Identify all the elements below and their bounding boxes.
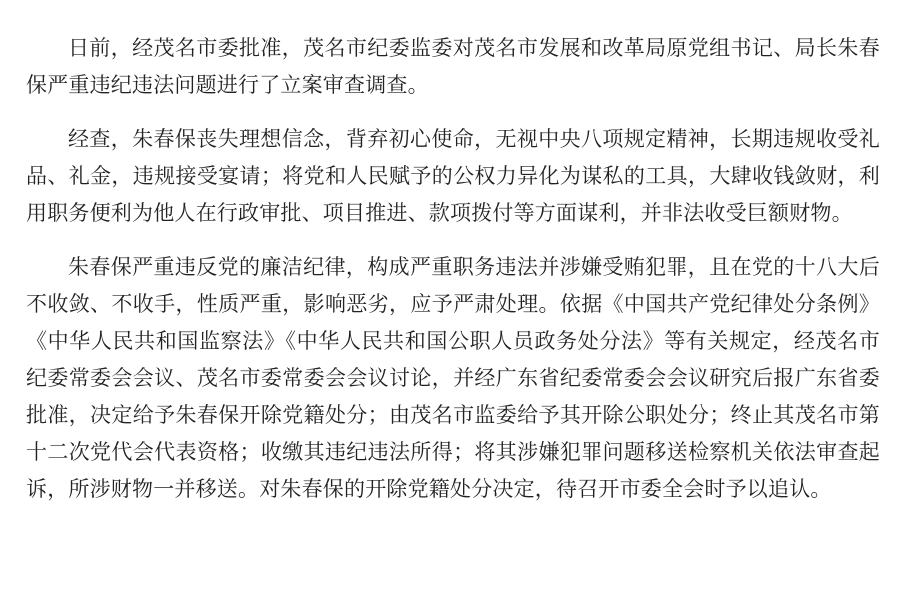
paragraph-intro: 日前，经茂名市委批准，茂名市纪委监委对茂名市发展和改革局原党组书记、局长朱春保严重违纪违法问题进行了立案审查调查。 xyxy=(26,36,880,97)
paragraph-decision: 朱春保严重违反党的廉洁纪律，构成严重职务违法并涉嫌受贿犯罪，且在党的十八大后不收敛、不收手，性质严重，影响恶劣，应予严肃处理。依据《中国共产党纪律处分条例》《中华人民共和国监察法》《中华人民共和国公职人员政务处分法》等有关规定，经茂名市纪委常委会会议、茂名市委常委会会议讨论，并经广东省纪委常委会会议研究后报广东省委批准，决定给予朱春保开除党籍处分；由茂名市监委给予其开除公职处分；终止其茂名市第十二次党代会代表资格；收缴其违纪违法所得；将其涉嫌犯罪问题移送检察机关依法审查起诉，所涉财物一并移送。对朱春保的开除党籍处分决定，待召开市委全会时予以追认。 xyxy=(26,255,880,501)
paragraph-findings: 经查，朱春保丧失理想信念，背弃初心使命，无视中央八项规定精神，长期违规收受礼品、礼金，违规接受宴请；将党和人民赋予的公权力异化为谋私的工具，大肆收钱敛财，利用职务便利为他人在行政审批、项目推进、款项拨付等方面谋利，并非法收受巨额财物。 xyxy=(26,127,880,225)
